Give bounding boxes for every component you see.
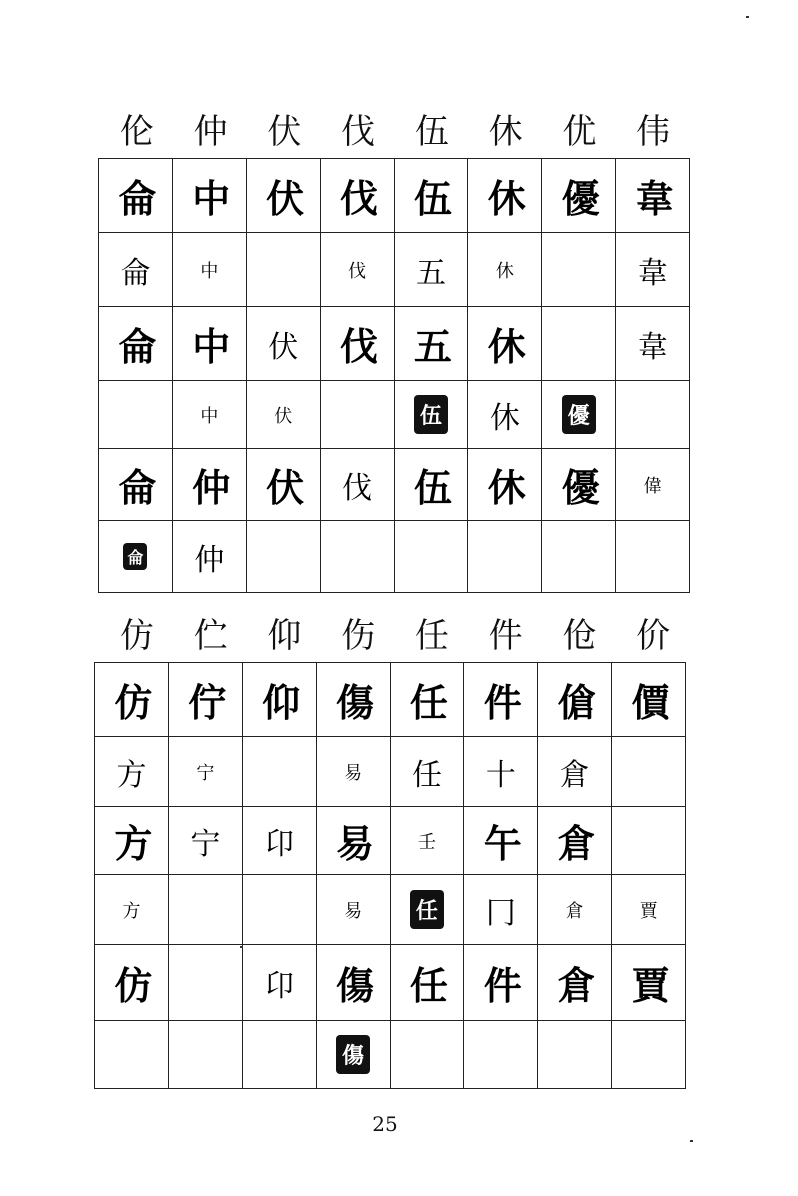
glyph-cell	[464, 1021, 538, 1089]
glyph-cell	[394, 159, 468, 233]
glyph-cell	[468, 233, 542, 307]
column-header: 伐	[341, 112, 376, 152]
glyph: 任	[409, 963, 444, 1008]
glyph-cell	[316, 945, 390, 1021]
glyph-cell	[616, 521, 690, 593]
glyph: 休	[487, 465, 522, 510]
glyph-cell	[99, 159, 173, 233]
glyph-cell	[95, 663, 169, 737]
glyph-cell	[538, 737, 612, 807]
glyph-cell	[390, 663, 464, 737]
glyph-cell	[168, 875, 242, 945]
glyph-row	[99, 307, 690, 381]
glyph-cell	[242, 875, 316, 945]
glyph-cell	[612, 807, 686, 875]
column-header: 伤	[341, 616, 376, 656]
glyph: 侖	[118, 465, 153, 510]
glyph-cell	[246, 307, 320, 381]
column-header: 仰	[267, 616, 302, 656]
glyph-cell	[246, 159, 320, 233]
page-number: 25	[372, 1112, 398, 1136]
glyph-cell	[390, 1021, 464, 1089]
column-header: 伏	[267, 112, 302, 152]
glyph-cell	[320, 521, 394, 593]
glyph: 中	[192, 324, 227, 369]
glyph-row	[99, 159, 690, 233]
glyph: 侖	[123, 543, 147, 570]
column-header: 仲	[193, 112, 228, 152]
glyph: 佇	[188, 680, 223, 725]
glyph: 倉	[557, 821, 592, 866]
glyph-cell	[320, 233, 394, 307]
glyph-cell	[468, 307, 542, 381]
glyph-cell	[172, 159, 246, 233]
glyph-cell	[242, 945, 316, 1021]
glyph-cell	[538, 1021, 612, 1089]
glyph-cell	[320, 449, 394, 521]
glyph: 韋	[637, 329, 668, 365]
glyph: 傷	[336, 680, 371, 725]
glyph: 仲	[194, 542, 225, 578]
glyph-cell	[390, 737, 464, 807]
glyph-table-1	[98, 158, 690, 593]
glyph-row	[95, 1021, 686, 1089]
glyph-cell	[464, 663, 538, 737]
glyph: 仿	[114, 680, 149, 725]
glyph: 休	[495, 260, 514, 282]
glyph-cell	[246, 449, 320, 521]
glyph: 午	[483, 821, 518, 866]
glyph-cell	[616, 381, 690, 449]
glyph-cell	[538, 807, 612, 875]
glyph: 伐	[348, 260, 367, 282]
glyph: 中	[200, 405, 219, 427]
glyph-cell	[172, 307, 246, 381]
column-header: 仿	[119, 616, 154, 656]
glyph: 優	[562, 395, 596, 434]
glyph: 仲	[192, 465, 227, 510]
glyph: 賈	[639, 900, 658, 922]
glyph: 伐	[342, 470, 373, 506]
glyph: 倉	[565, 900, 584, 922]
glyph-cell	[95, 807, 169, 875]
column-header: 件	[488, 616, 523, 656]
glyph-cell	[172, 521, 246, 593]
glyph: 伍	[413, 176, 448, 221]
glyph-cell	[612, 1021, 686, 1089]
glyph: 宁	[196, 762, 215, 784]
glyph-cell	[99, 381, 173, 449]
glyph-cell	[464, 875, 538, 945]
header-row-1	[100, 112, 690, 152]
glyph: 易	[336, 821, 371, 866]
glyph-row	[99, 233, 690, 307]
column-header: 伍	[414, 112, 449, 152]
glyph-cell	[538, 663, 612, 737]
glyph-cell	[316, 807, 390, 875]
glyph-cell	[95, 875, 169, 945]
glyph-cell	[468, 381, 542, 449]
glyph: 件	[483, 963, 518, 1008]
glyph-cell	[246, 521, 320, 593]
glyph-row	[99, 449, 690, 521]
glyph-cell	[390, 945, 464, 1021]
glyph: 冂	[485, 895, 516, 931]
column-header: 休	[488, 112, 523, 152]
glyph: 任	[411, 757, 442, 793]
glyph-cell	[246, 381, 320, 449]
glyph-cell	[468, 521, 542, 593]
glyph-cell	[95, 945, 169, 1021]
glyph-cell	[390, 807, 464, 875]
glyph-cell	[95, 1021, 169, 1089]
glyph-cell	[612, 663, 686, 737]
glyph-cell	[542, 449, 616, 521]
glyph-cell	[246, 233, 320, 307]
column-header: 任	[414, 616, 449, 656]
glyph: 休	[487, 324, 522, 369]
glyph: 價	[631, 680, 666, 725]
glyph: 件	[483, 680, 518, 725]
glyph: 十	[485, 757, 516, 793]
glyph-cell	[172, 233, 246, 307]
glyph-row	[95, 875, 686, 945]
glyph-cell	[242, 663, 316, 737]
glyph-cell	[468, 449, 542, 521]
glyph-cell	[394, 449, 468, 521]
glyph-cell	[538, 875, 612, 945]
glyph: 方	[114, 821, 149, 866]
glyph-cell	[542, 521, 616, 593]
glyph-cell	[316, 663, 390, 737]
scan-speck	[746, 16, 749, 18]
glyph: 伏	[266, 465, 301, 510]
glyph: 倉	[559, 757, 590, 793]
glyph: 侖	[118, 176, 153, 221]
glyph: 傷	[336, 1035, 370, 1074]
glyph: 伏	[268, 329, 299, 365]
glyph-cell	[95, 737, 169, 807]
glyph: 任	[409, 680, 444, 725]
glyph: 伐	[340, 324, 375, 369]
glyph-row	[99, 381, 690, 449]
glyph: 伏	[266, 176, 301, 221]
glyph-cell	[542, 233, 616, 307]
glyph: 伐	[340, 176, 375, 221]
glyph: 宁	[190, 826, 221, 862]
glyph: 易	[344, 900, 363, 922]
glyph: 傖	[557, 680, 592, 725]
glyph-row	[95, 807, 686, 875]
glyph-cell	[394, 381, 468, 449]
glyph-cell	[99, 307, 173, 381]
glyph: 偉	[643, 475, 662, 497]
glyph-row	[99, 521, 690, 593]
glyph-cell	[612, 945, 686, 1021]
glyph: 韋	[635, 176, 670, 221]
scan-speck	[690, 1140, 693, 1142]
glyph-cell	[320, 307, 394, 381]
glyph-row	[95, 737, 686, 807]
glyph: 五	[413, 324, 448, 369]
glyph-cell	[99, 521, 173, 593]
glyph: 侖	[118, 324, 153, 369]
glyph: 伏	[274, 405, 293, 427]
glyph-cell	[316, 1021, 390, 1089]
column-header: 伧	[562, 616, 597, 656]
glyph-cell	[542, 307, 616, 381]
glyph: 伍	[413, 465, 448, 510]
glyph-cell	[616, 159, 690, 233]
glyph-cell	[316, 737, 390, 807]
glyph-cell	[242, 807, 316, 875]
glyph-cell	[320, 381, 394, 449]
glyph: 中	[192, 176, 227, 221]
glyph: 優	[561, 176, 596, 221]
glyph-cell	[468, 159, 542, 233]
glyph-cell	[394, 233, 468, 307]
glyph: 韋	[637, 255, 668, 291]
glyph: 方	[116, 757, 147, 793]
glyph: 優	[561, 465, 596, 510]
glyph-row	[95, 663, 686, 737]
column-header: 伟	[636, 112, 671, 152]
glyph-cell	[616, 307, 690, 381]
glyph-cell	[168, 807, 242, 875]
glyph-cell	[320, 159, 394, 233]
glyph-cell	[542, 381, 616, 449]
glyph-row	[95, 945, 686, 1021]
glyph-cell	[464, 945, 538, 1021]
column-header: 伫	[193, 616, 228, 656]
glyph-cell	[538, 945, 612, 1021]
glyph: 卬	[264, 968, 295, 1004]
glyph-cell	[612, 875, 686, 945]
glyph: 五	[415, 255, 446, 291]
glyph-cell	[394, 307, 468, 381]
glyph-cell	[242, 1021, 316, 1089]
glyph: 休	[487, 176, 522, 221]
glyph: 伍	[414, 395, 448, 434]
glyph: 壬	[417, 831, 436, 853]
glyph-cell	[172, 381, 246, 449]
glyph: 休	[489, 400, 520, 436]
glyph-cell	[242, 737, 316, 807]
glyph-cell	[172, 449, 246, 521]
glyph-cell	[616, 449, 690, 521]
glyph-cell	[168, 1021, 242, 1089]
glyph-table-2	[94, 662, 686, 1089]
glyph-cell	[616, 233, 690, 307]
glyph: 仰	[262, 680, 297, 725]
glyph-cell	[542, 159, 616, 233]
column-header: 优	[562, 112, 597, 152]
glyph: 易	[344, 762, 363, 784]
glyph-cell	[464, 807, 538, 875]
glyph: 賈	[631, 963, 666, 1008]
glyph-cell	[390, 875, 464, 945]
glyph: 倉	[557, 963, 592, 1008]
glyph: 仿	[114, 963, 149, 1008]
glyph-cell	[394, 521, 468, 593]
glyph-cell	[168, 663, 242, 737]
header-row-2	[100, 616, 690, 656]
column-header: 伦	[119, 112, 154, 152]
glyph: 侖	[120, 255, 151, 291]
glyph-cell	[99, 449, 173, 521]
glyph-cell	[168, 737, 242, 807]
glyph-cell	[464, 737, 538, 807]
glyph-cell	[168, 945, 242, 1021]
column-header: 价	[636, 616, 671, 656]
glyph-cell	[99, 233, 173, 307]
glyph: 傷	[336, 963, 371, 1008]
glyph: 方	[122, 900, 141, 922]
glyph-cell	[316, 875, 390, 945]
glyph-cell	[612, 737, 686, 807]
scan-speck	[240, 946, 243, 948]
glyph: 卬	[264, 826, 295, 862]
glyph: 任	[410, 890, 444, 929]
glyph: 中	[200, 260, 219, 282]
